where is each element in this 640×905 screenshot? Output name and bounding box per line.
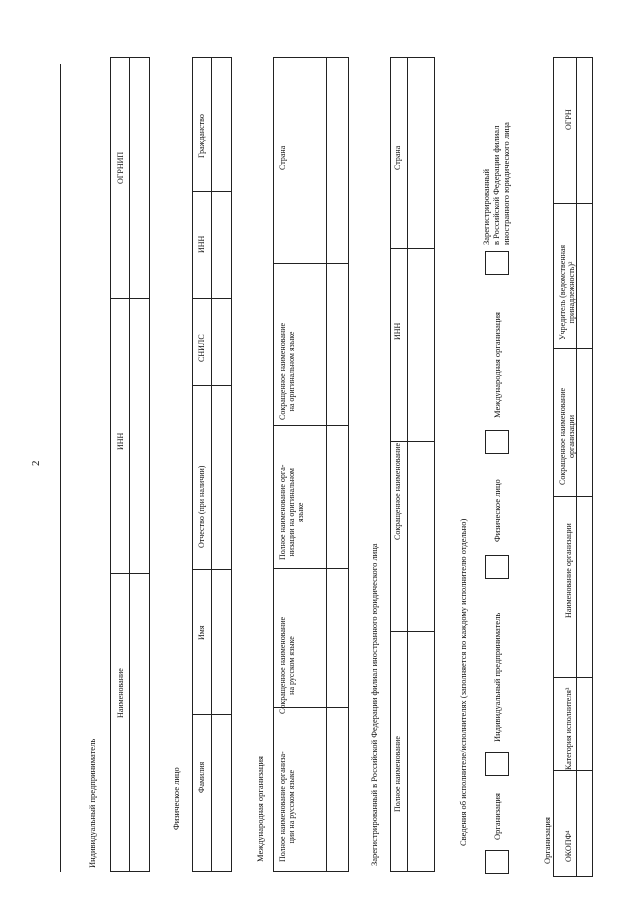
mo-col-country: Страна	[278, 145, 287, 170]
ip-col-ogrnip: ОГРНИП	[116, 151, 125, 184]
mo-col-full-orig: Полное наименование орга- низации на оригинальном языке	[278, 464, 306, 560]
section-title-filial: Зарегистрированный в Российской Федерации филиал иностранного юридического лица	[369, 543, 379, 866]
checkbox-ip[interactable]	[485, 752, 509, 776]
org-col-category: Категория исполнителя³	[564, 687, 573, 770]
section-title-executors: Сведения об исполнителе/исполнителях (заполняется по каждому исполнителю отдельно)	[458, 518, 468, 846]
org-col-name: Наименование организации	[564, 523, 573, 618]
mo-col-short-ru: Сокращенное наименование на русском языке	[278, 616, 297, 714]
fl-col-snils: СНИЛС	[197, 334, 206, 362]
mo-col-short-orig: Сокращенное наименование на оригинальном языке	[278, 322, 297, 420]
section-title-fl: Физическое лицо	[171, 767, 181, 830]
section-title-mo: Международная организация	[255, 756, 265, 862]
ip-col-inn: ИНН	[116, 432, 125, 450]
page-number: 2	[30, 460, 42, 466]
checkbox-fl[interactable]	[485, 555, 509, 579]
org-col-ogrn: ОГРН	[564, 109, 573, 130]
fl-col-citizenship: Гражданство	[197, 114, 206, 158]
fl-col-inn: ИНН	[197, 235, 206, 253]
org-col-founder: Учредитель (ведомственная принадлежность)²	[558, 244, 577, 340]
checkbox-filial[interactable]	[485, 251, 509, 275]
filial-col-short: Сокращенное наименование	[393, 442, 402, 540]
option-organization: Организация	[492, 793, 502, 840]
fl-col-name: Имя	[197, 625, 206, 640]
option-mo: Международная организация	[492, 312, 502, 418]
ip-col-name: Наименование	[116, 668, 125, 718]
org-col-okopf: ОКОПФ⁴	[564, 830, 573, 862]
section-title-ip: Индивидуальный предприниматель	[87, 738, 97, 868]
checkbox-organization[interactable]	[485, 850, 509, 874]
filial-col-full: Полное наименование	[393, 736, 402, 812]
section-title-org: Организация	[542, 817, 552, 864]
filial-col-country: Страна	[393, 145, 402, 170]
fl-col-patronymic: Отчество (при наличии)	[197, 465, 206, 548]
top-rule	[60, 64, 61, 872]
org-col-short: Сокращенное наименование организации	[558, 387, 577, 485]
option-ip: Индивидуальный предприниматель	[492, 612, 502, 742]
table-fl	[192, 57, 232, 872]
checkbox-mo[interactable]	[485, 430, 509, 454]
fl-col-surname: Фамилия	[197, 761, 206, 793]
option-fl: Физическое лицо	[492, 479, 502, 542]
option-filial: Зарегистрированный в Российской Федерации филиал иностранного юридического лица	[481, 122, 511, 245]
mo-col-full-ru: Полное наименование организа- ции на русском языке	[278, 751, 297, 862]
filial-col-inn: ИНН	[393, 322, 402, 340]
